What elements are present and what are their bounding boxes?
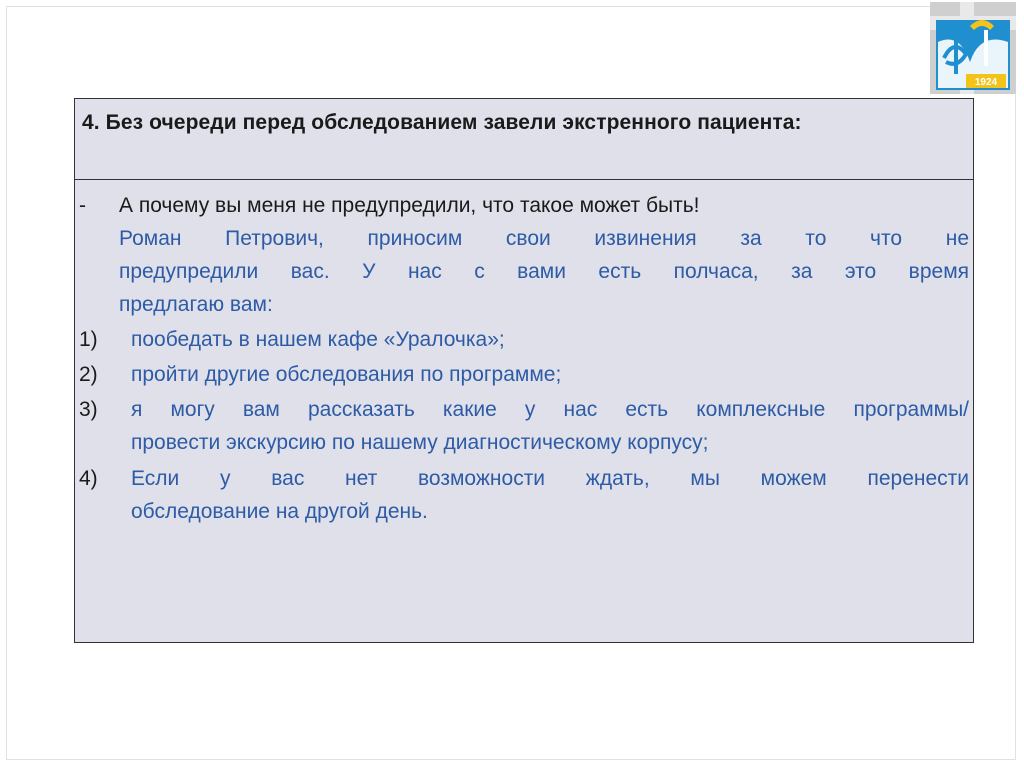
- option-text: я могу вам рассказать какие у нас есть комплексные программы/: [131, 398, 969, 421]
- option-text: пообедать в нашем кафе «Уралочка»;: [131, 328, 505, 351]
- question-heading: 4. Без очереди перед обследованием завели экстренного пациента:: [82, 111, 802, 134]
- table-body-row: [75, 181, 973, 642]
- logo-year: 1924: [974, 77, 998, 88]
- table-header-row: [75, 99, 973, 180]
- dialogue-table: [74, 98, 974, 643]
- option-text: пройти другие обследования по программе;: [131, 363, 562, 386]
- reply-line: предлагаю вам:: [119, 293, 273, 316]
- option-number: 4): [79, 467, 98, 490]
- reply-line: Роман Петрович, приносим свои извинения за то что не: [119, 227, 969, 250]
- option-number: 2): [79, 363, 98, 386]
- dash-marker: -: [79, 194, 86, 217]
- option-number: 1): [79, 328, 98, 351]
- clinic-logo-icon: [930, 2, 1016, 94]
- patient-line: А почему вы меня не предупредили, что такое может быть!: [119, 194, 700, 217]
- option-text: обследование на другой день.: [131, 500, 428, 523]
- clinic-logo: [930, 2, 1016, 94]
- option-text: Если у вас нет возможности ждать, мы можем перенести: [131, 467, 969, 490]
- option-text: провести экскурсию по нашему диагностическому корпусу;: [131, 431, 709, 454]
- reply-line: предупредили вас. У нас с вами есть полчаса, за это время: [119, 260, 969, 283]
- option-number: 3): [79, 398, 98, 421]
